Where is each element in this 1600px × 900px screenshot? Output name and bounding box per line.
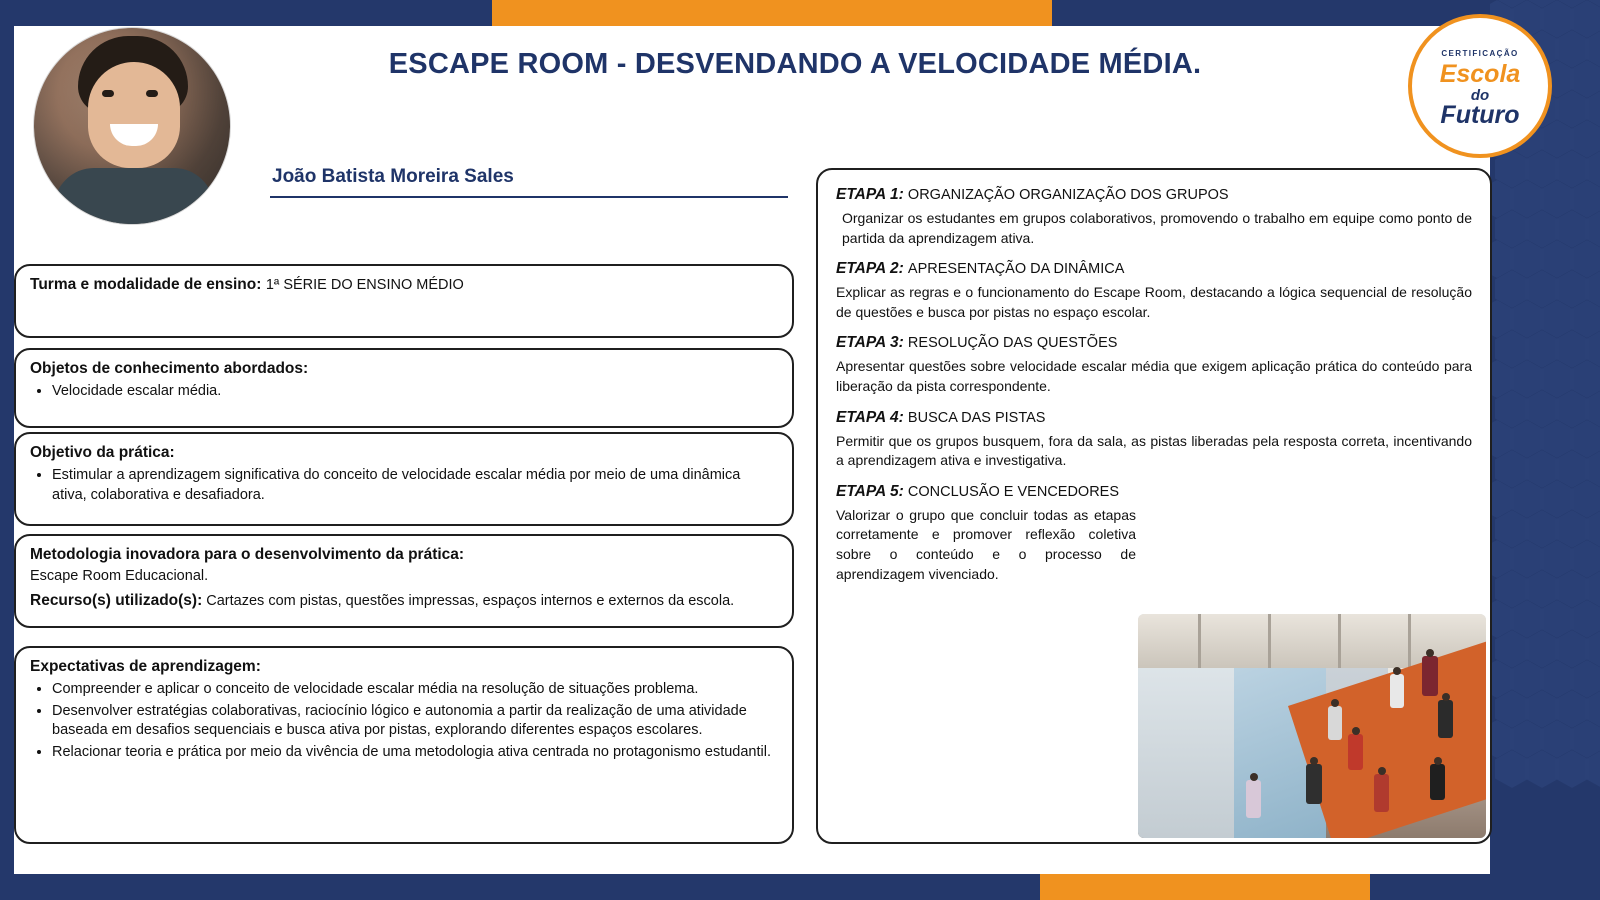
turma-modalidade-box [14,264,794,338]
photo-person [1328,706,1342,740]
stage-3 [836,334,1472,396]
list-item: • Estimular a aprendizagem significativa do conceito de velocidade escalar média por meio de uma dinâmica ativa, colaborativa e desafiadora. [52,466,778,505]
stage-2-heading [836,260,1472,278]
expectativas-list [30,680,778,762]
recurso-value: Cartazes com pistas, questões impressas, espaços internos e externos da escola. [206,592,735,609]
stage-2-body: Explicar as regras e o funcionamento do Escape Room, destacando a lógica sequencial de resolução de questões e busca por pistas no espaço escolar. [836,284,1472,320]
stage-1-number: ETAPA 1: [836,186,904,203]
stage-2 [836,260,1472,322]
list-item: • Compreender e aplicar o conceito de velocidade escalar média na resolução de situações problema. [52,680,778,700]
stage-4-title: BUSCA DAS PISTAS [907,409,1046,426]
objetos-list [30,382,778,402]
logo-line-futuro: Futuro [1440,100,1520,129]
list-item: • Desenvolver estratégias colaborativas, raciocínio lógico e autonomia a partir da realização de uma atividade baseada em desafios sequenciais e busca ativa por pistas, explorando diferentes espaços escolares. [52,702,778,741]
stage-3-body: Apresentar questões sobre velocidade escalar média que exigem aplicação prática do conteúdo para liberação da pista correspondente. [836,358,1472,394]
turma-label: Turma e modalidade de ensino: [30,276,262,293]
photo-person [1246,780,1261,818]
objetivo-pratica-box [14,432,794,526]
stage-5-heading [836,483,1472,501]
bottom-navy-border-left [0,874,1040,900]
stage-1-body: Organizar os estudantes em grupos colaborativos, promovendo o trabalho em equipe como ponto de partida da aprendizagem ativa. [842,210,1472,246]
photo-person [1374,774,1389,812]
author-name: João Batista Moreira Sales [272,166,514,187]
list-item: • Relacionar teoria e prática por meio da vivência de uma metodologia ativa centrada no protagonismo estudantil. [52,743,778,763]
stage-3-heading [836,334,1472,352]
photo-person [1348,734,1363,770]
logo-line-do: do [1470,86,1490,104]
recurso-label: Recurso(s) utilizado(s): [30,591,203,609]
bottom-orange-border [1040,874,1370,900]
turma-value: 1ª SÉRIE DO ENSINO MÉDIO [265,277,464,293]
author-divider [270,196,788,198]
top-orange-border [492,0,1052,26]
objetivo-label: Objetivo da prática: [30,444,175,461]
photo-left-wall [1138,654,1234,838]
stage-4-number: ETAPA 4: [836,408,904,426]
avatar-shirt [54,168,214,224]
photo-person [1438,700,1453,738]
avatar-eye-left [102,90,114,97]
objetos-conhecimento-box [14,348,794,428]
stage-5-number: ETAPA 5: [836,482,904,500]
escola-do-futuro-logo [1408,14,1552,158]
expectativas-label: Expectativas de aprendizagem: [30,658,261,675]
stage-4-body: Permitir que os grupos busquem, fora da sala, as pistas liberadas pela resposta correta, incentivando a aprendizagem ativa e investigativa. [836,432,1472,469]
stage-3-title: RESOLUÇÃO DAS QUESTÕES [907,335,1118,352]
stage-3-number: ETAPA 3: [836,334,904,352]
avatar-face [88,62,180,168]
photo-person [1422,656,1438,696]
avatar-eye-right [146,90,158,97]
stage-5-title: CONCLUSÃO E VENCEDORES [907,483,1120,500]
list-item: • Velocidade escalar média. [52,382,778,402]
logo-certification-label: CERTIFICAÇÃO [1441,48,1519,58]
expectativas-aprendizagem-box [14,646,794,844]
photo-person [1430,764,1445,800]
metodologia-box [14,534,794,628]
stage-5 [836,483,1472,584]
stage-5-body: Valorizar o grupo que concluir todas as etapas corretamente e promover reflexão coletiva sobre o conteúdo e o processo de aprendizagem vivenciado. [836,506,1136,582]
objetos-label: Objetos de conhecimento abordados: [30,360,309,377]
stage-2-title: APRESENTAÇÃO DA DINÂMICA [907,261,1125,278]
stage-1-heading [836,186,1472,204]
stage-1-title: ORGANIZAÇÃO ORGANIZAÇÃO DOS GRUPOS [907,187,1229,203]
objetivo-list [30,466,778,505]
stage-2-number: ETAPA 2: [836,260,904,278]
stage-4-heading [836,409,1472,427]
logo-line-escola: Escola [1439,59,1521,88]
metodologia-label: Metodologia inovadora para o desenvolvimento da prática: [30,546,465,563]
stage-1 [836,186,1472,248]
left-navy-border [0,0,14,900]
activity-photo [1138,614,1486,838]
top-navy-border-left [14,0,492,26]
metodologia-value: Escape Room Educacional. [30,568,209,584]
photo-person [1390,674,1404,708]
page-title: ESCAPE ROOM - DESVENDANDO A VELOCIDADE MÉDIA. [388,48,1202,80]
stage-4 [836,409,1472,471]
photo-person [1306,764,1322,804]
avatar [34,28,230,224]
